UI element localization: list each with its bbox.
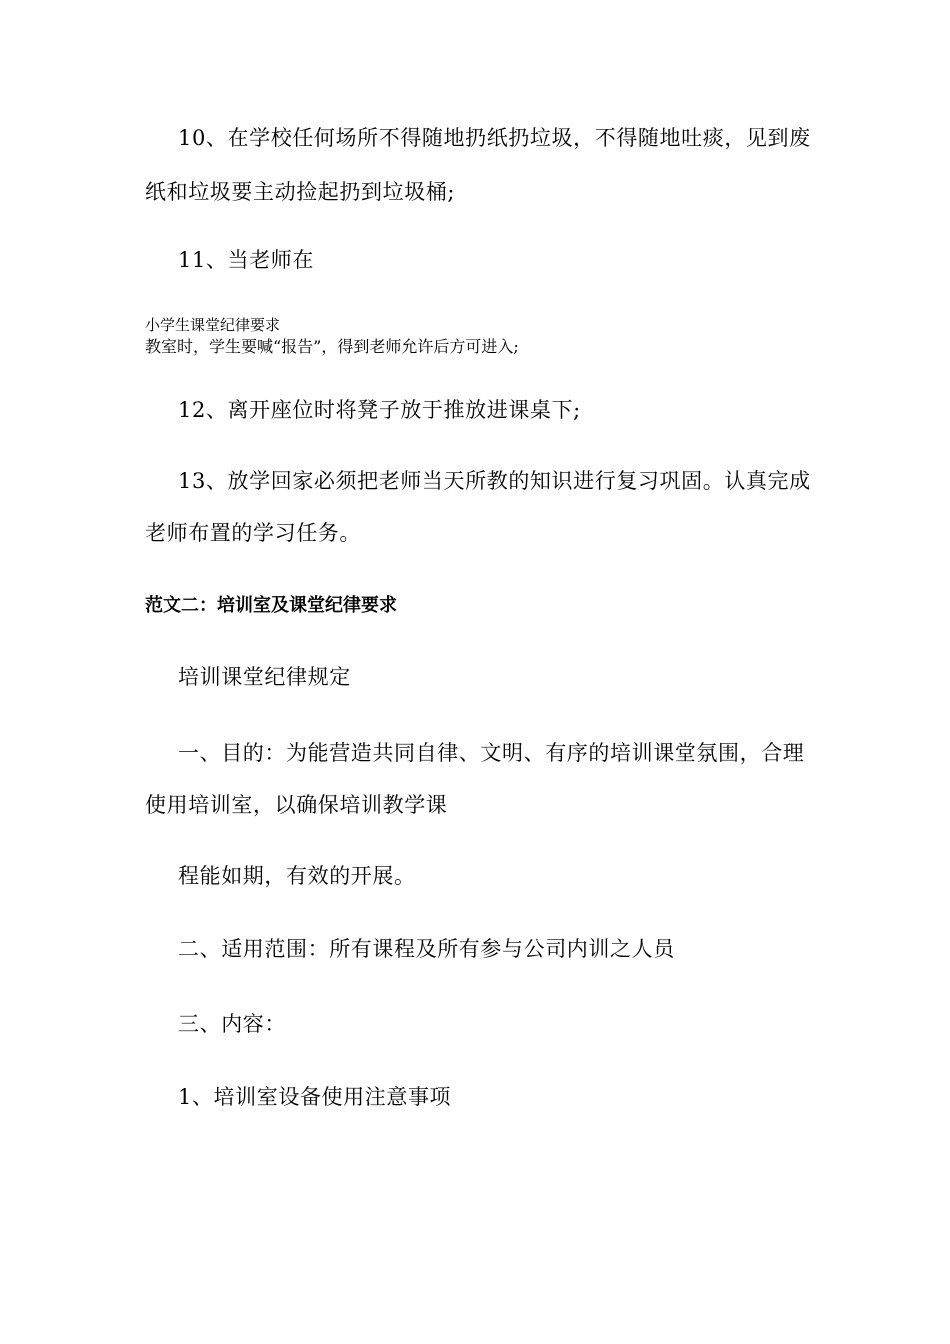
sub-title: 培训课堂纪律规定 (178, 665, 351, 689)
paragraph-10-line2: 纸和垃圾要主动捡起扔到垃圾桶; (145, 180, 456, 204)
paragraph-11-line2: 教室时，学生要喊“报告”，得到老师允许后方可进入; (145, 337, 519, 356)
paragraph-13-line1: 13、放学回家必须把老师当天所教的知识进行复习巩固。认真完成 (178, 469, 811, 493)
paragraph-10-line1: 10、在学校任何场所不得随地扔纸扔垃圾，不得随地吐痰，见到废 (178, 126, 811, 150)
paragraph-11-line1: 11、当老师在 (178, 248, 314, 272)
section-heading: 范文二：培训室及课堂纪律要求 (145, 595, 397, 616)
purpose-line1: 一、目的：为能营造共同自律、文明、有序的培训课堂氛围，合理 (178, 741, 805, 765)
purpose-line2: 使用培训室，以确保培训教学课 (145, 793, 448, 817)
paragraph-13-line2: 老师布置的学习任务。 (145, 521, 361, 545)
paragraph-12: 12、离开座位时将凳子放于推放进课桌下; (178, 398, 581, 422)
purpose-line3: 程能如期，有效的开展。 (178, 864, 416, 888)
running-header: 小学生课堂纪律要求 (145, 316, 281, 334)
content-heading: 三、内容： (178, 1012, 286, 1036)
item-1: 1、培训室设备使用注意事项 (178, 1085, 452, 1109)
scope-paragraph: 二、适用范围：所有课程及所有参与公司内训之人员 (178, 937, 675, 961)
